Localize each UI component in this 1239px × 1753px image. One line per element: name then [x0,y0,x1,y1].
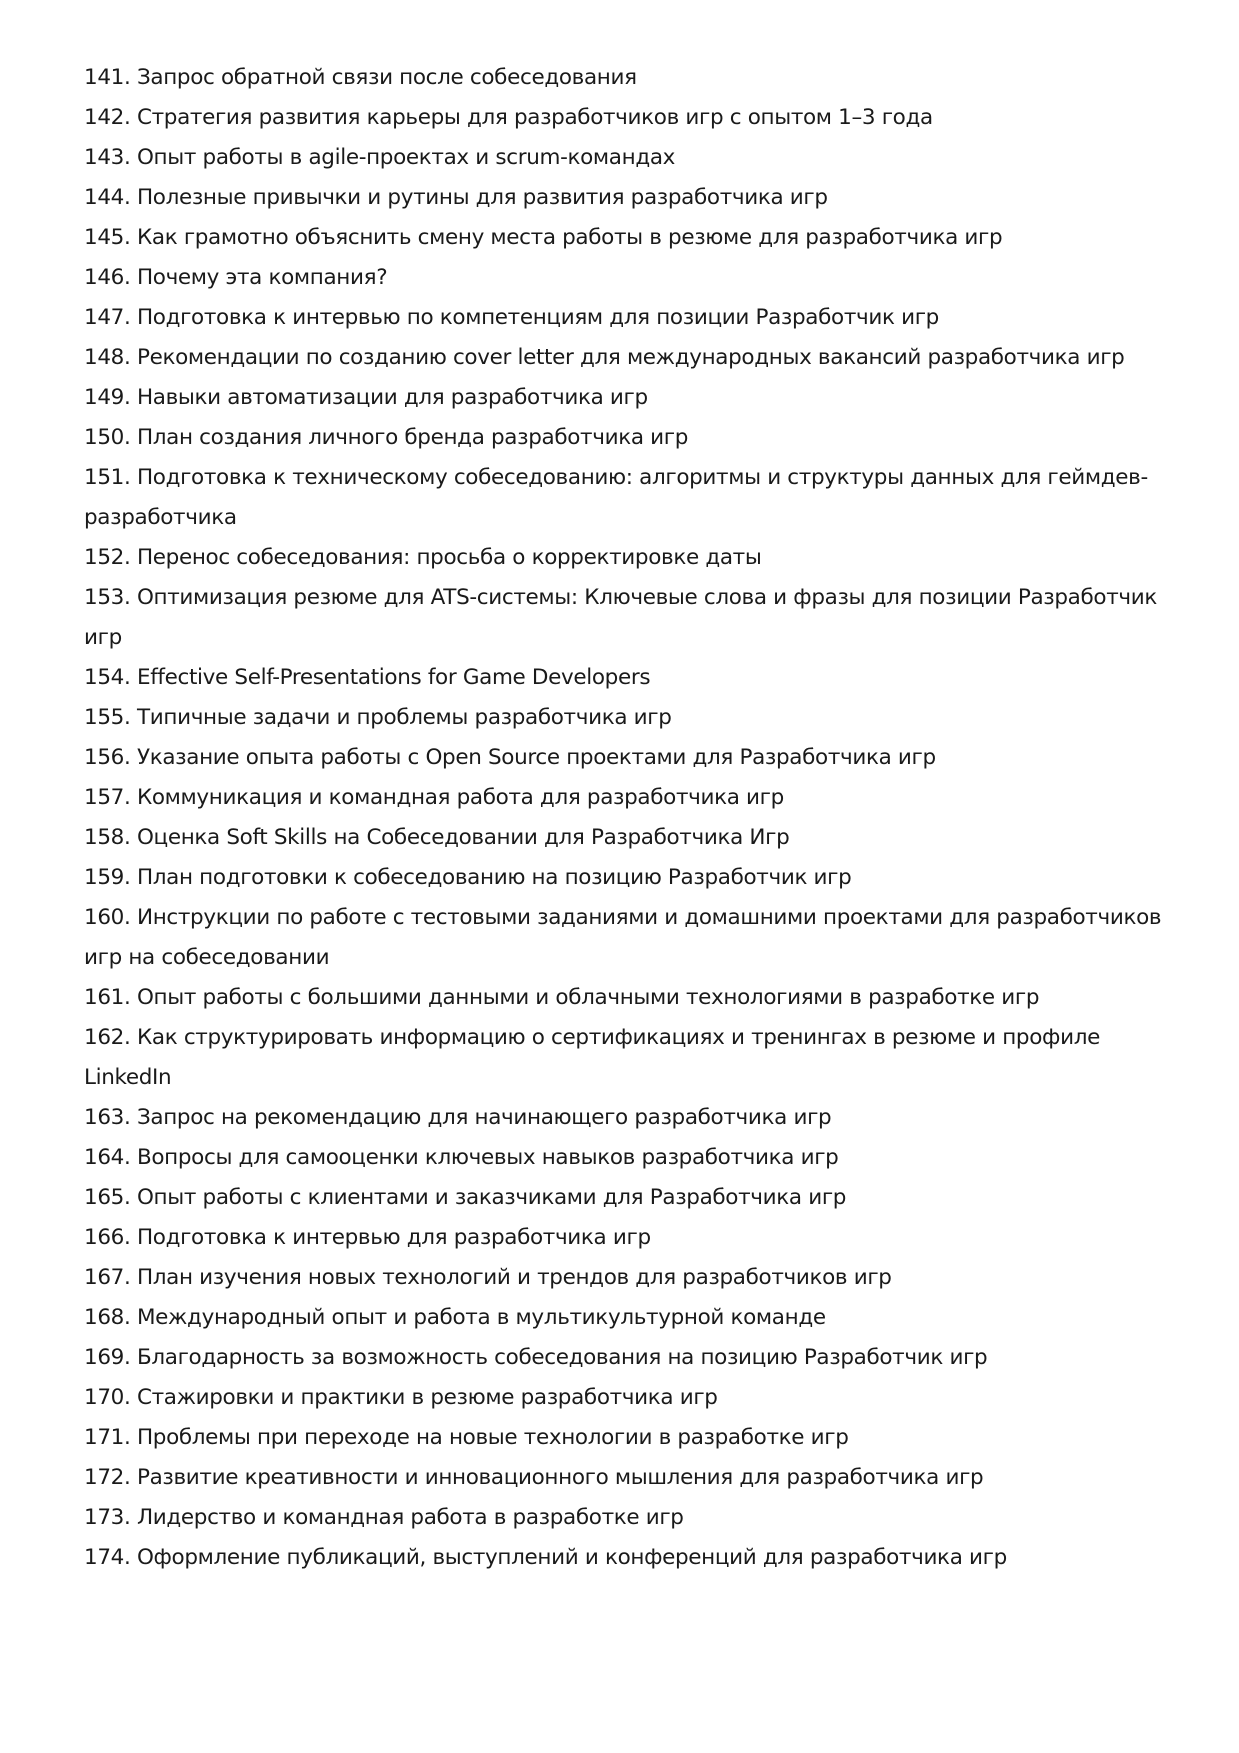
list-item: 154. Effective Self-Presentations for Game Developers [84,665,651,690]
list-item: 156. Указание опыта работы с Open Source проектами для Разработчика игр [84,745,936,770]
list-item: 149. Навыки автоматизации для разработчика игр [84,385,648,410]
list-item: 142. Стратегия развития карьеры для разработчиков игр с опытом 1–3 года [84,105,933,130]
list-item: 162. Как структурировать информацию о сертификациях и тренингах в резюме и профиле LinkedIn [84,1025,1100,1090]
list-item: 151. Подготовка к техническому собеседованию: алгоритмы и структуры данных для геймдев-разработчика [84,465,1148,530]
list-item: 168. Международный опыт и работа в мультикультурной команде [84,1305,826,1330]
list-item: 152. Перенос собеседования: просьба о корректировке даты [84,545,762,570]
list-item: 143. Опыт работы в agile-проектах и scrum-командах [84,145,676,170]
list-item: 150. План создания личного бренда разработчика игр [84,425,689,450]
list-item: 146. Почему эта компания? [84,265,388,290]
list-item: 158. Оценка Soft Skills на Собеседовании для Разработчика Игр [84,825,790,850]
list-item: 155. Типичные задачи и проблемы разработчика игр [84,705,672,730]
list-item: 170. Стажировки и практики в резюме разработчика игр [84,1385,718,1410]
topic-list [84,58,1164,1578]
list-item: 174. Оформление публикаций, выступлений и конференций для разработчика игр [84,1545,1007,1570]
list-item: 171. Проблемы при переходе на новые технологии в разработке игр [84,1425,849,1450]
list-item: 160. Инструкции по работе с тестовыми заданиями и домашними проектами для разработчиков игр на собеседовании [84,905,1162,970]
list-item: 153. Оптимизация резюме для ATS-системы: Ключевые слова и фразы для позиции Разработчик игр [84,585,1157,650]
list-item: 172. Развитие креативности и инновационного мышления для разработчика игр [84,1465,984,1490]
list-item: 163. Запрос на рекомендацию для начинающего разработчика игр [84,1105,832,1130]
list-item: 147. Подготовка к интервью по компетенциям для позиции Разработчик игр [84,305,939,330]
list-item: 157. Коммуникация и командная работа для разработчика игр [84,785,784,810]
list-item: 144. Полезные привычки и рутины для развития разработчика игр [84,185,828,210]
list-item: 161. Опыт работы с большими данными и облачными технологиями в разработке игр [84,985,1040,1010]
list-item: 167. План изучения новых технологий и трендов для разработчиков игр [84,1265,892,1290]
list-item: 165. Опыт работы с клиентами и заказчиками для Разработчика игр [84,1185,847,1210]
list-item: 141. Запрос обратной связи после собеседования [84,65,637,90]
document-page [84,58,1164,1578]
list-item: 159. План подготовки к собеседованию на позицию Разработчик игр [84,865,852,890]
list-item: 169. Благодарность за возможность собеседования на позицию Разработчик игр [84,1345,988,1370]
list-item: 148. Рекомендации по созданию cover letter для международных вакансий разработчика игр [84,345,1125,370]
list-item: 166. Подготовка к интервью для разработчика игр [84,1225,651,1250]
list-item: 164. Вопросы для самооценки ключевых навыков разработчика игр [84,1145,839,1170]
list-item: 173. Лидерство и командная работа в разработке игр [84,1505,684,1530]
list-item: 145. Как грамотно объяснить смену места работы в резюме для разработчика игр [84,225,1003,250]
